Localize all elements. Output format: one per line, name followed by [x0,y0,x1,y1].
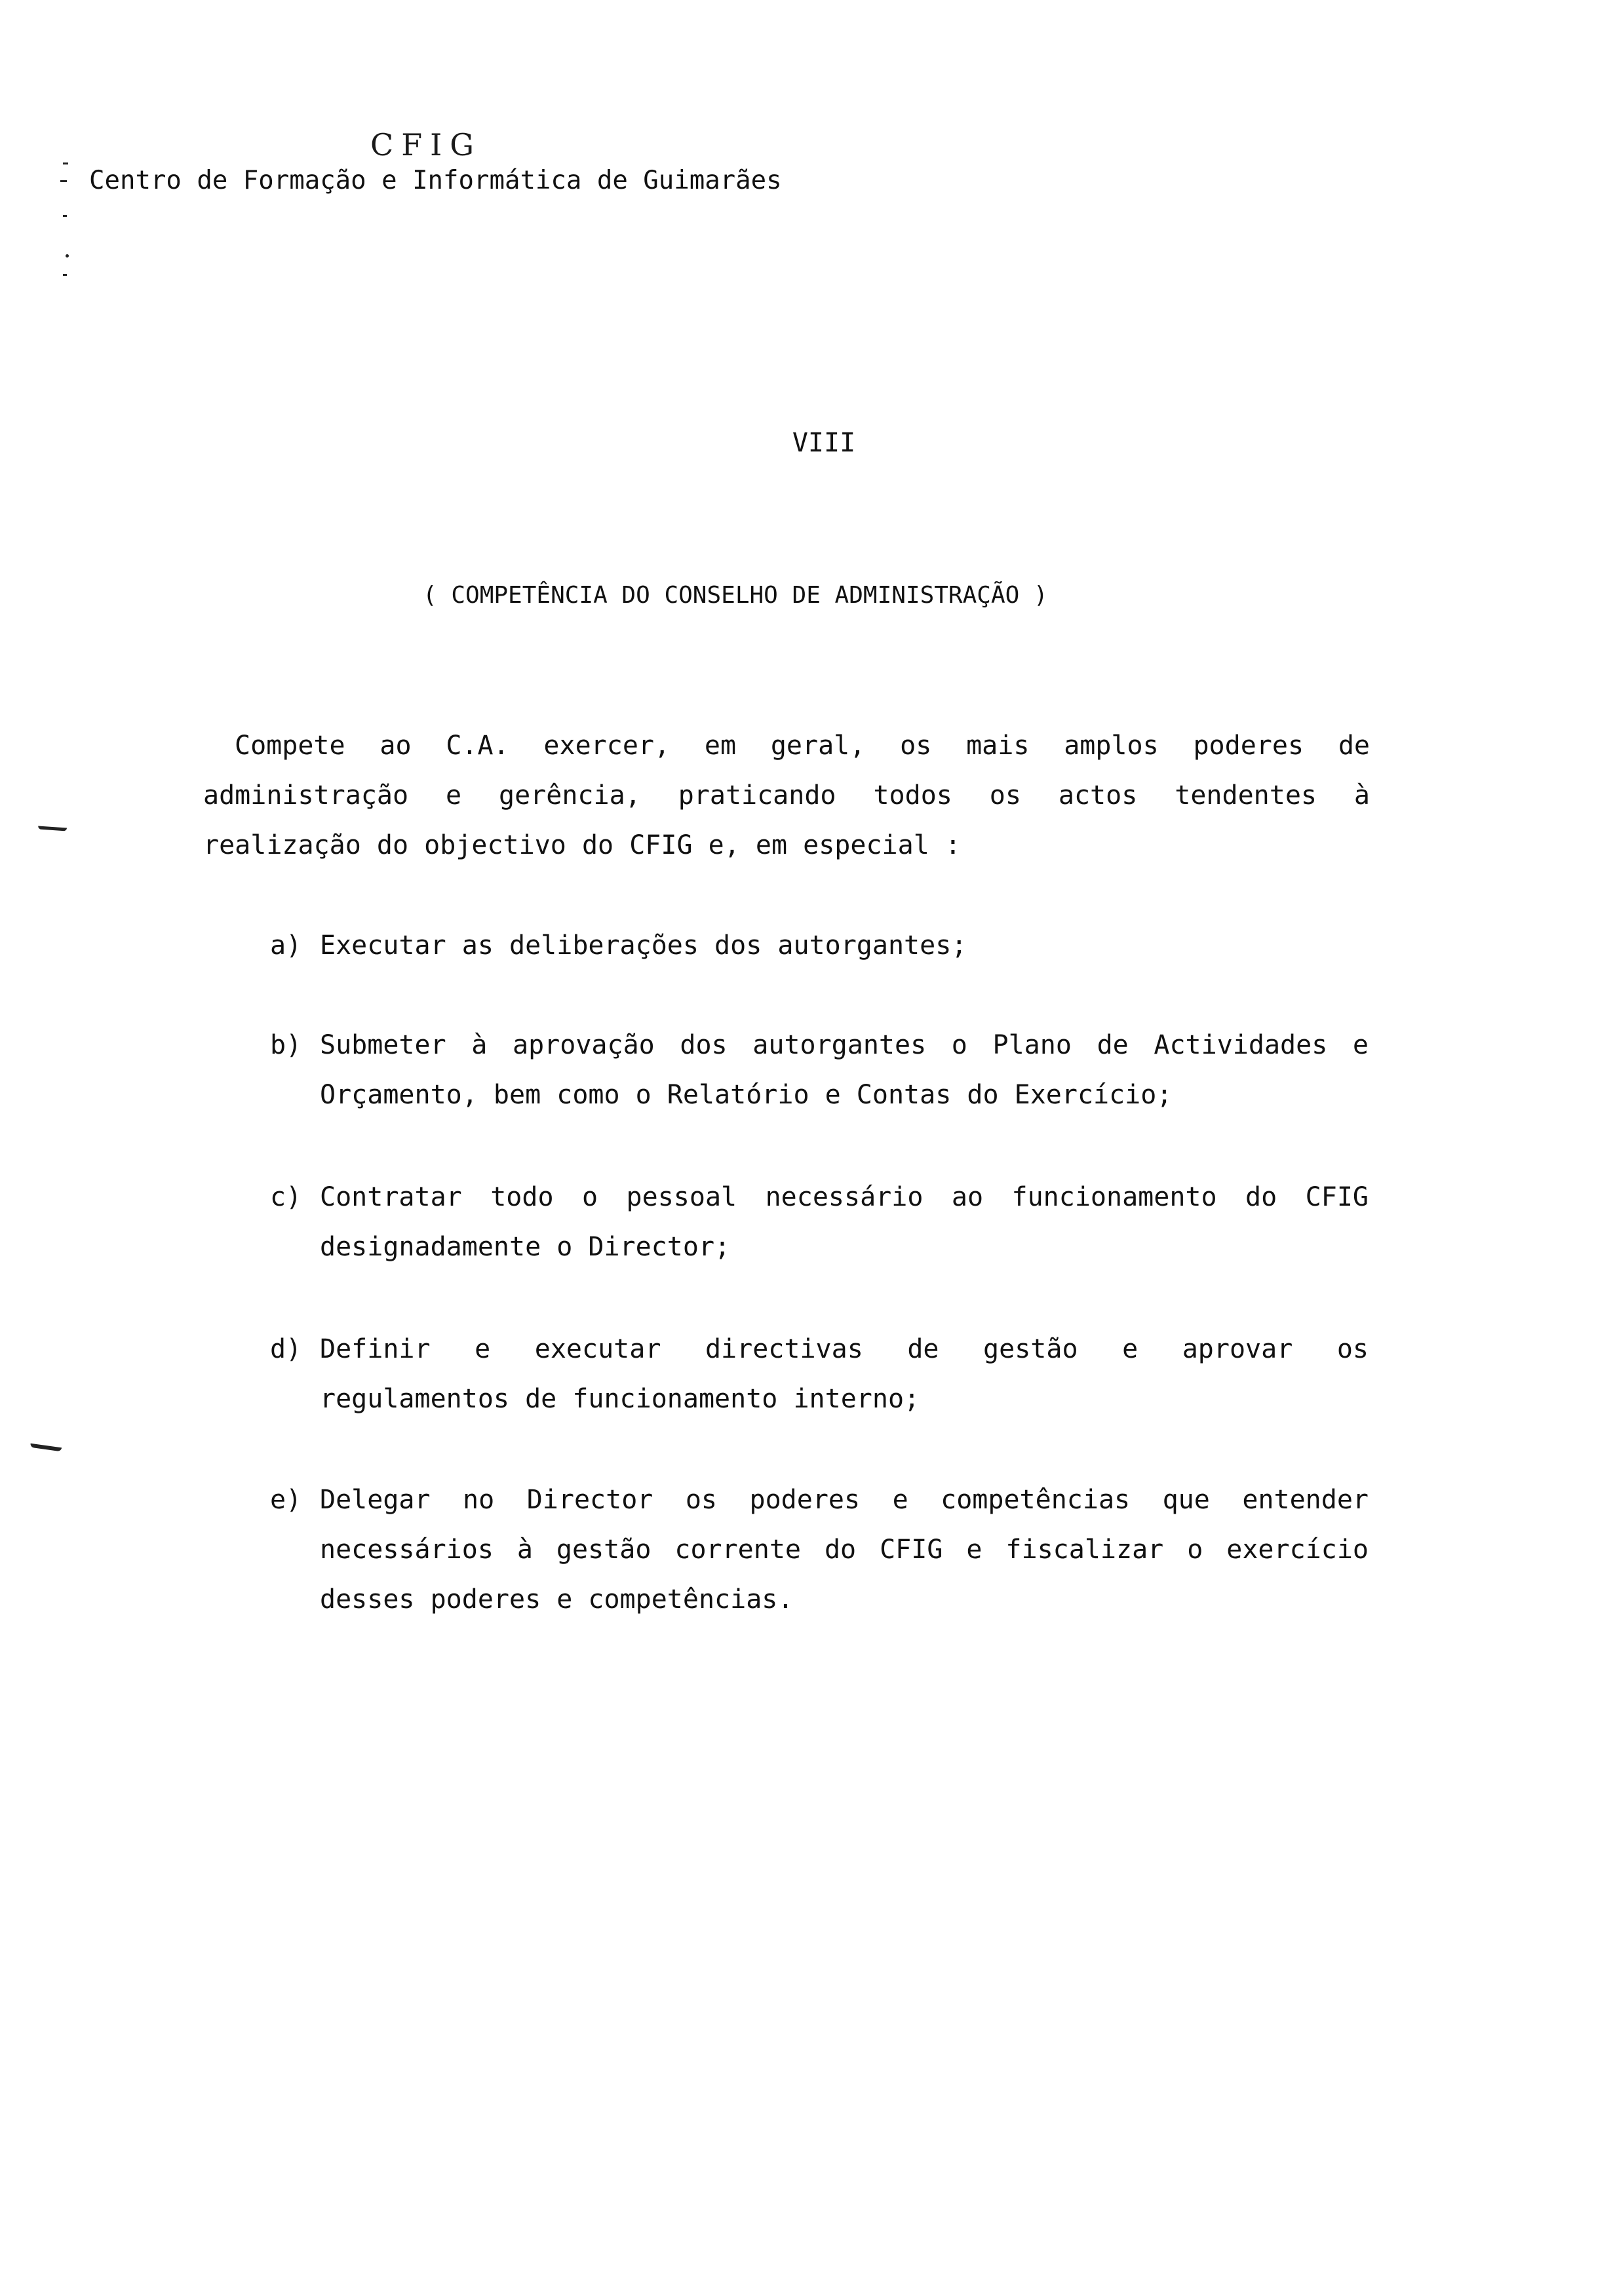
list-item-letter: d) [270,1334,302,1364]
list-item-letter: e) [270,1485,302,1515]
margin-mark [63,163,68,164]
margin-mark [63,215,67,217]
intro-paragraph [203,721,1370,870]
margin-mark [30,1444,62,1452]
list-item-letter: c) [270,1182,302,1212]
organization-name: Centro de Formação e Informática de Guimarães [89,166,782,195]
list-item-line: Contratar todo o pessoal necessário ao funcionamento do CFIG [320,1182,1369,1212]
list-item-letter: a) [270,930,302,961]
list-item-text [320,1324,1369,1424]
list-item-line: Definir e executar directivas de gestão e aprovar os [320,1334,1369,1364]
list-item-text [320,1020,1369,1120]
paragraph-line: realização do objectivo do CFIG e, em especial : [203,830,961,860]
list-item-line: Orçamento, bem como o Relatório e Contas do Exercício; [320,1080,1173,1110]
list-item-letter: b) [270,1030,302,1060]
cfig-logo: CFIG [370,127,482,163]
margin-mark [66,254,69,258]
list-item-line: Submeter à aprovação dos autorgantes o Plano de Actividades e [320,1030,1369,1060]
margin-mark [38,826,67,831]
list-item-text [320,1475,1369,1624]
list-item-line: Delegar no Director os poderes e competências que entender [320,1485,1369,1515]
list-item-text [320,1172,1369,1272]
section-title: ( COMPETÊNCIA DO CONSELHO DE ADMINISTRAÇÃO ) [423,582,1048,609]
list-item-line: desses poderes e competências. [320,1584,794,1615]
paragraph-line: Compete ao C.A. exercer, em geral, os mais amplos poderes de [235,731,1370,761]
margin-mark [60,180,67,182]
margin-mark [63,274,67,276]
list-item-line: regulamentos de funcionamento interno; [320,1384,920,1414]
list-item-line: necessários à gestão corrente do CFIG e fiscalizar o exercício [320,1535,1369,1565]
list-item-line: Executar as deliberações dos autorgantes; [320,930,967,961]
section-number: VIII [792,428,856,458]
list-item-line: designadamente o Director; [320,1232,731,1262]
list-item-text [320,921,1369,970]
paragraph-line: administração e gerência, praticando todos os actos tendentes à [203,780,1370,811]
